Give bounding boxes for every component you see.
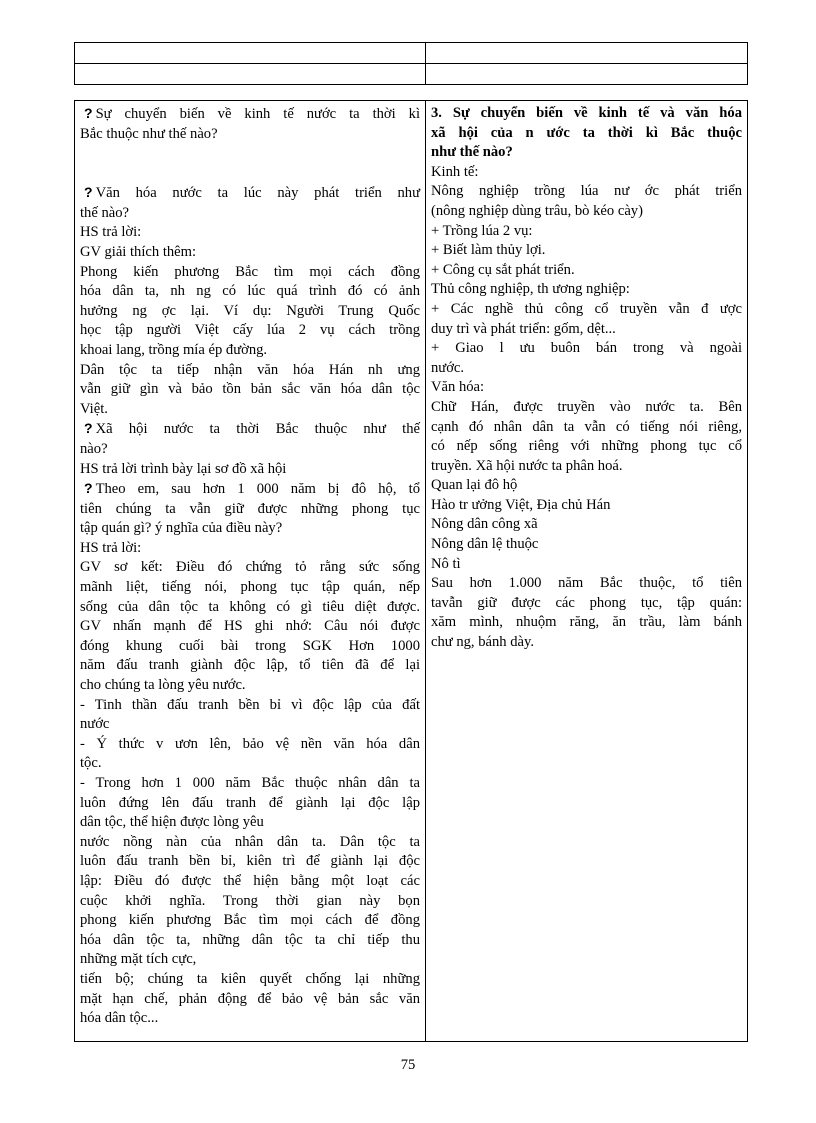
- text-line: [431, 124, 742, 144]
- line-text: GV sơ kết: Điều đó chứng tỏ rằng sức sống: [80, 559, 420, 576]
- line-text: thế nào?: [80, 204, 130, 221]
- line-text: Xã hội nước ta thời Bắc thuộc như thế: [95, 421, 420, 438]
- text-line: [80, 183, 420, 204]
- line-text: phong kiến phương Bắc tìm mọi cách để đồng: [80, 912, 420, 929]
- text-line: [80, 479, 420, 500]
- text-line: [431, 241, 742, 261]
- line-text: 3. Sự chuyển biến về kinh tế và văn hóa: [431, 105, 742, 121]
- text-line: [80, 970, 420, 990]
- text-line: [80, 696, 420, 716]
- header-row: [75, 43, 748, 64]
- text-line: [431, 594, 742, 614]
- text-line: [431, 378, 742, 398]
- teacher-activity-column: [75, 101, 426, 1042]
- line-text: (nông nghiệp dùng trâu, bò kéo cày): [431, 202, 643, 219]
- text-line: [431, 143, 742, 163]
- text-line: [80, 440, 420, 460]
- line-text: GV nhấn mạnh để HS ghi nhớ: Câu nói được: [80, 618, 420, 635]
- line-text: hóa dân ta, nh ng có lúc quá trình đó có ảnh: [80, 283, 420, 300]
- line-text: năm đấu tranh giành độc lập, tổ tiên đã để lại: [80, 657, 420, 674]
- line-text: duy trì và phát triển: gốm, dệt...: [431, 320, 616, 337]
- header-cell: [426, 64, 748, 85]
- line-text: nước: [80, 716, 110, 733]
- text-line: [431, 457, 742, 477]
- line-text: + Các nghề thủ công cổ truyền vẫn đ ược: [431, 300, 742, 317]
- text-line: [431, 633, 742, 653]
- line-text: Sự chuyển biến về kinh tế nước ta thời kì: [95, 106, 420, 122]
- text-line: [431, 163, 742, 183]
- header-cell: [75, 64, 426, 85]
- line-text: sống của dân tộc ta không có gì tiêu diệt được.: [80, 598, 420, 615]
- text-line: [80, 460, 420, 480]
- text-line: [431, 320, 742, 340]
- text-line: [80, 104, 420, 125]
- text-line: [80, 558, 420, 578]
- text-line: [80, 676, 420, 696]
- text-line: [80, 754, 420, 774]
- line-text: mặt hạn chế, phản động để bảo vệ bản sắc văn: [80, 990, 420, 1007]
- question-mark-icon: ?: [84, 480, 93, 497]
- text-line: [80, 302, 420, 322]
- text-line: [80, 813, 420, 833]
- text-line: [431, 359, 742, 379]
- line-text: Nông nghiệp trồng lúa nư ớc phát triển: [431, 183, 742, 200]
- text-line: [80, 341, 420, 361]
- text-line: [80, 794, 420, 814]
- line-text: đóng khung cuối bài trong SGK Hơn 1000: [80, 637, 420, 654]
- text-line: [80, 282, 420, 302]
- text-line: [431, 496, 742, 516]
- text-line: [80, 598, 420, 618]
- line-text: nước.: [431, 359, 465, 376]
- text-line: [80, 852, 420, 872]
- text-line: [80, 204, 420, 224]
- line-text: những mặt tích cực,: [80, 951, 197, 968]
- line-text: Sau hơn 1.000 năm Bắc thuộc, tổ tiên: [431, 575, 742, 592]
- text-line: [431, 437, 742, 457]
- text-line: [431, 418, 742, 438]
- text-line: [431, 555, 742, 575]
- line-text: có nếp sống riêng với những phong tục cổ: [431, 438, 742, 455]
- line-text: Nông dân lệ thuộc: [431, 536, 539, 553]
- text-line: [431, 261, 742, 281]
- line-text: Dân tộc ta tiếp nhận văn hóa Hán nh ưng: [80, 361, 420, 378]
- text-line: [80, 931, 420, 951]
- text-line: [80, 617, 420, 637]
- line-text: như thế nào?: [431, 144, 513, 161]
- line-text: học tập người Việt cấy lúa 2 vụ cách trồng: [80, 322, 420, 339]
- line-text: tộc.: [80, 755, 102, 772]
- text-line: [431, 182, 742, 202]
- line-text: GV giải thích thêm:: [80, 243, 197, 260]
- line-text: + Công cụ sắt phát triển.: [431, 261, 575, 278]
- line-text: lập: Điều đó được thể hiện bằng một loạt các: [80, 872, 420, 889]
- line-text: cuộc khởi nghĩa. Trong thời gian này bọn: [80, 892, 420, 909]
- text-line: [80, 990, 420, 1010]
- text-line: [80, 419, 420, 440]
- line-text: hưởng ng ợc lại. Ví dụ: Người Trung Quốc: [80, 302, 420, 319]
- line-text: khoai lang, trồng mía ép đường.: [80, 341, 268, 358]
- text-line: [80, 656, 420, 676]
- header-row: [75, 64, 748, 85]
- line-text: xăm mình, nhuộm răng, ăn trầu, làm bánh: [431, 614, 742, 631]
- line-text: HS trả lời trình bày lại sơ đồ xã hội: [80, 460, 287, 477]
- text-line: [431, 535, 742, 555]
- text-line: [80, 321, 420, 341]
- text-line: [431, 574, 742, 594]
- line-text: Thủ công nghiệp, th ương nghiệp:: [431, 281, 630, 298]
- line-text: hóa dân tộc...: [80, 1010, 159, 1027]
- text-line: [80, 735, 420, 755]
- line-text: nước nồng nàn của nhân dân ta. Dân tộc ta: [80, 833, 420, 850]
- line-text: Văn hóa:: [431, 379, 485, 396]
- text-line: [80, 500, 420, 520]
- text-line: [431, 339, 742, 359]
- text-line: [431, 515, 742, 535]
- header-table: [74, 42, 748, 85]
- text-line: [80, 872, 420, 892]
- text-line: [80, 380, 420, 400]
- line-text: Kinh tế:: [431, 163, 479, 180]
- text-line: [431, 398, 742, 418]
- line-text: Nông dân công xã: [431, 516, 538, 533]
- line-text: + Trồng lúa 2 vụ:: [431, 222, 533, 239]
- text-line: [80, 1009, 420, 1029]
- line-text: Nô tì: [431, 555, 461, 572]
- text-line: [431, 613, 742, 633]
- text-line: [80, 774, 420, 794]
- line-text: tiên chúng ta vẫn giữ được những phong tục: [80, 500, 420, 517]
- line-text: Theo em, sau hơn 1 000 năm bị đô hộ, tổ: [95, 481, 420, 498]
- line-text: + Biết làm thủy lợi.: [431, 242, 546, 259]
- lesson-table: [74, 100, 748, 1042]
- text-line: [80, 637, 420, 657]
- line-text: mãnh liệt, tiếng nói, phong tục tập quán, nếp: [80, 579, 420, 596]
- text-line: [80, 578, 420, 598]
- line-text: Hào tr ưởng Việt, Địa chủ Hán: [431, 496, 611, 513]
- text-line: [80, 539, 420, 559]
- line-text: Văn hóa nước ta lúc này phát triển như: [95, 185, 420, 202]
- line-text: luôn đứng lên đấu tranh để giành lại độc lập: [80, 794, 420, 811]
- text-line: [80, 263, 420, 283]
- line-text: - Tinh thần đấu tranh bền bỉ vì độc lập của đất: [80, 696, 420, 713]
- question-mark-icon: ?: [84, 420, 93, 437]
- line-text: HS trả lời:: [80, 539, 142, 556]
- line-text: tavẫn giữ được các phong tục, tập quán:: [431, 594, 742, 611]
- line-text: - Trong hơn 1 000 năm Bắc thuộc nhân dân ta: [80, 775, 420, 791]
- line-text: nào?: [80, 440, 108, 457]
- text-line: [431, 300, 742, 320]
- line-text: luôn đấu tranh bền bỉ, kiên trì để giành lại độc: [80, 853, 420, 870]
- text-line: [431, 222, 742, 242]
- question-mark-icon: ?: [84, 105, 93, 121]
- text-line: [80, 911, 420, 931]
- text-line: [80, 519, 420, 539]
- text-line: [80, 243, 420, 263]
- line-text: truyền. Xã hội nước ta phân hoá.: [431, 457, 623, 474]
- header-cell: [75, 43, 426, 64]
- text-line: [80, 715, 420, 735]
- header-cell: [426, 43, 748, 64]
- text-line: [431, 476, 742, 496]
- line-text: vẫn giữ gìn và bảo tồn bản sắc văn hóa dân tộc: [80, 381, 420, 398]
- lesson-row: [75, 101, 748, 1042]
- text-line: [431, 280, 742, 300]
- line-text: Bắc thuộc như thế nào?: [80, 125, 218, 142]
- line-text: chư ng, bánh dày.: [431, 634, 535, 651]
- text-line: [80, 400, 420, 420]
- spacer: [80, 144, 420, 183]
- line-text: xã hội của n ước ta thời kì Bắc thuộc: [431, 124, 742, 141]
- line-text: - Ý thức v ươn lên, bảo vệ nền văn hóa dân: [80, 735, 420, 752]
- line-text: cho chúng ta lòng yêu nước.: [80, 677, 246, 694]
- content-column: [426, 101, 748, 1042]
- text-line: [80, 223, 420, 243]
- text-line: [80, 892, 420, 912]
- text-line: [431, 202, 742, 222]
- line-text: Việt.: [80, 400, 108, 417]
- line-text: tập quán gì? ý nghĩa của điều này?: [80, 520, 283, 537]
- text-line: [80, 361, 420, 381]
- line-text: dân tộc, thể hiện được lòng yêu: [80, 814, 264, 831]
- line-text: + Giao l ưu buôn bán trong và ngoài: [431, 340, 742, 357]
- text-line: [80, 833, 420, 853]
- line-text: Chữ Hán, được truyền vào nước ta. Bên: [431, 398, 742, 415]
- line-text: Quan lại đô hộ: [431, 477, 518, 494]
- text-line: [431, 104, 742, 124]
- question-mark-icon: ?: [84, 184, 93, 201]
- line-text: Phong kiến phương Bắc tìm mọi cách đồng: [80, 263, 420, 280]
- line-text: cạnh đó nhân dân ta vẫn có tiếng nói riêng,: [431, 418, 742, 435]
- line-text: hóa dân tộc ta, những dân tộc ta chỉ tiếp thu: [80, 931, 420, 948]
- text-line: [80, 125, 420, 145]
- line-text: HS trả lời:: [80, 224, 142, 241]
- text-line: [80, 950, 420, 970]
- line-text: tiến bộ; chúng ta kiên quyết chống lại những: [80, 970, 420, 987]
- page-number: 75: [400, 1057, 416, 1073]
